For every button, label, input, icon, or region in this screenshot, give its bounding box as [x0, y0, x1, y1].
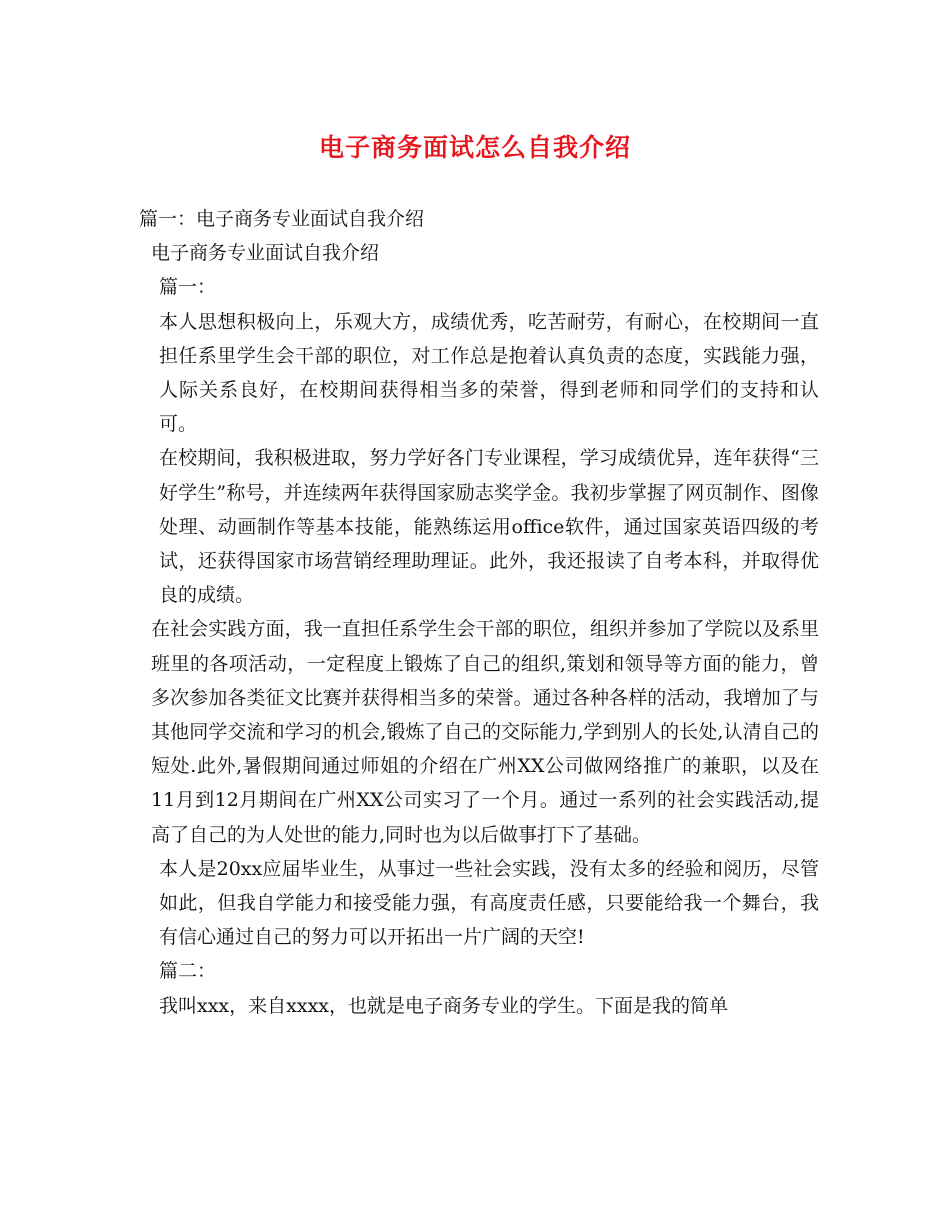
heading-1: 篇一：电子商务专业面试自我介绍 [139, 208, 425, 230]
document-body [139, 202, 819, 1023]
paragraph-4: 本人是20xx应届毕业生，从事过一些社会实践，没有太多的经验和阅历，尽管如此，但我自学能力和接受能力强，有高度责任感，只要能给我一个舞台，我有信心通过自己的努力可以开拓出一片广阔的天空! [159, 857, 819, 949]
paragraph-3: 在社会实践方面，我一直担任系学生会干部的职位，组织并参加了学院以及系里班里的各项活动，一定程度上锻炼了自己的组织,策划和领导等方面的能力，曾多次参加各类征文比赛并获得相当多的荣誉。通过各种各样的活动，我增加了与其他同学交流和学习的机会,锻炼了自己的交际能力,学到别人的长处,认清自己的短处.此外,暑假期间通过师姐的介绍在广州XX公司做网络推广的兼职，以及在11月到12月期间在广州XX公司实习了一个月。通过一系列的社会实践活动,提高了自己的为人处世的能力,同时也为以后做事打下了基础。 [151, 618, 819, 846]
section-1-label: 篇一： [159, 276, 217, 299]
document-title: 电子商务面试怎么自我介绍 [318, 133, 631, 162]
heading-2: 电子商务专业面试自我介绍 [151, 242, 380, 265]
section-2-label: 篇二： [159, 960, 217, 983]
paragraph-1: 本人思想积极向上，乐观大方，成绩优秀，吃苦耐劳，有耐心，在校期间一直担任系里学生会干部的职位，对工作总是抱着认真负责的态度，实践能力强，人际关系良好，在校期间获得相当多的荣誉，得到老师和同学们的支持和认可。 [159, 310, 819, 436]
paragraph-2: 在校期间，我积极进取，努力学好各门专业课程，学习成绩优异，连年获得“三好学生”称号，并连续两年获得国家励志奖学金。我初步掌握了网页制作、图像处理、动画制作等基本技能，能熟练运用office软件，通过国家英语四级的考试，还获得国家市场营销经理助理证。此外，我还报读了自考本科，并取得优良的成绩。 [159, 447, 819, 607]
paragraph-5: 我叫xxx，来自xxxx，也就是电子商务专业的学生。下面是我的简单 [159, 994, 729, 1017]
